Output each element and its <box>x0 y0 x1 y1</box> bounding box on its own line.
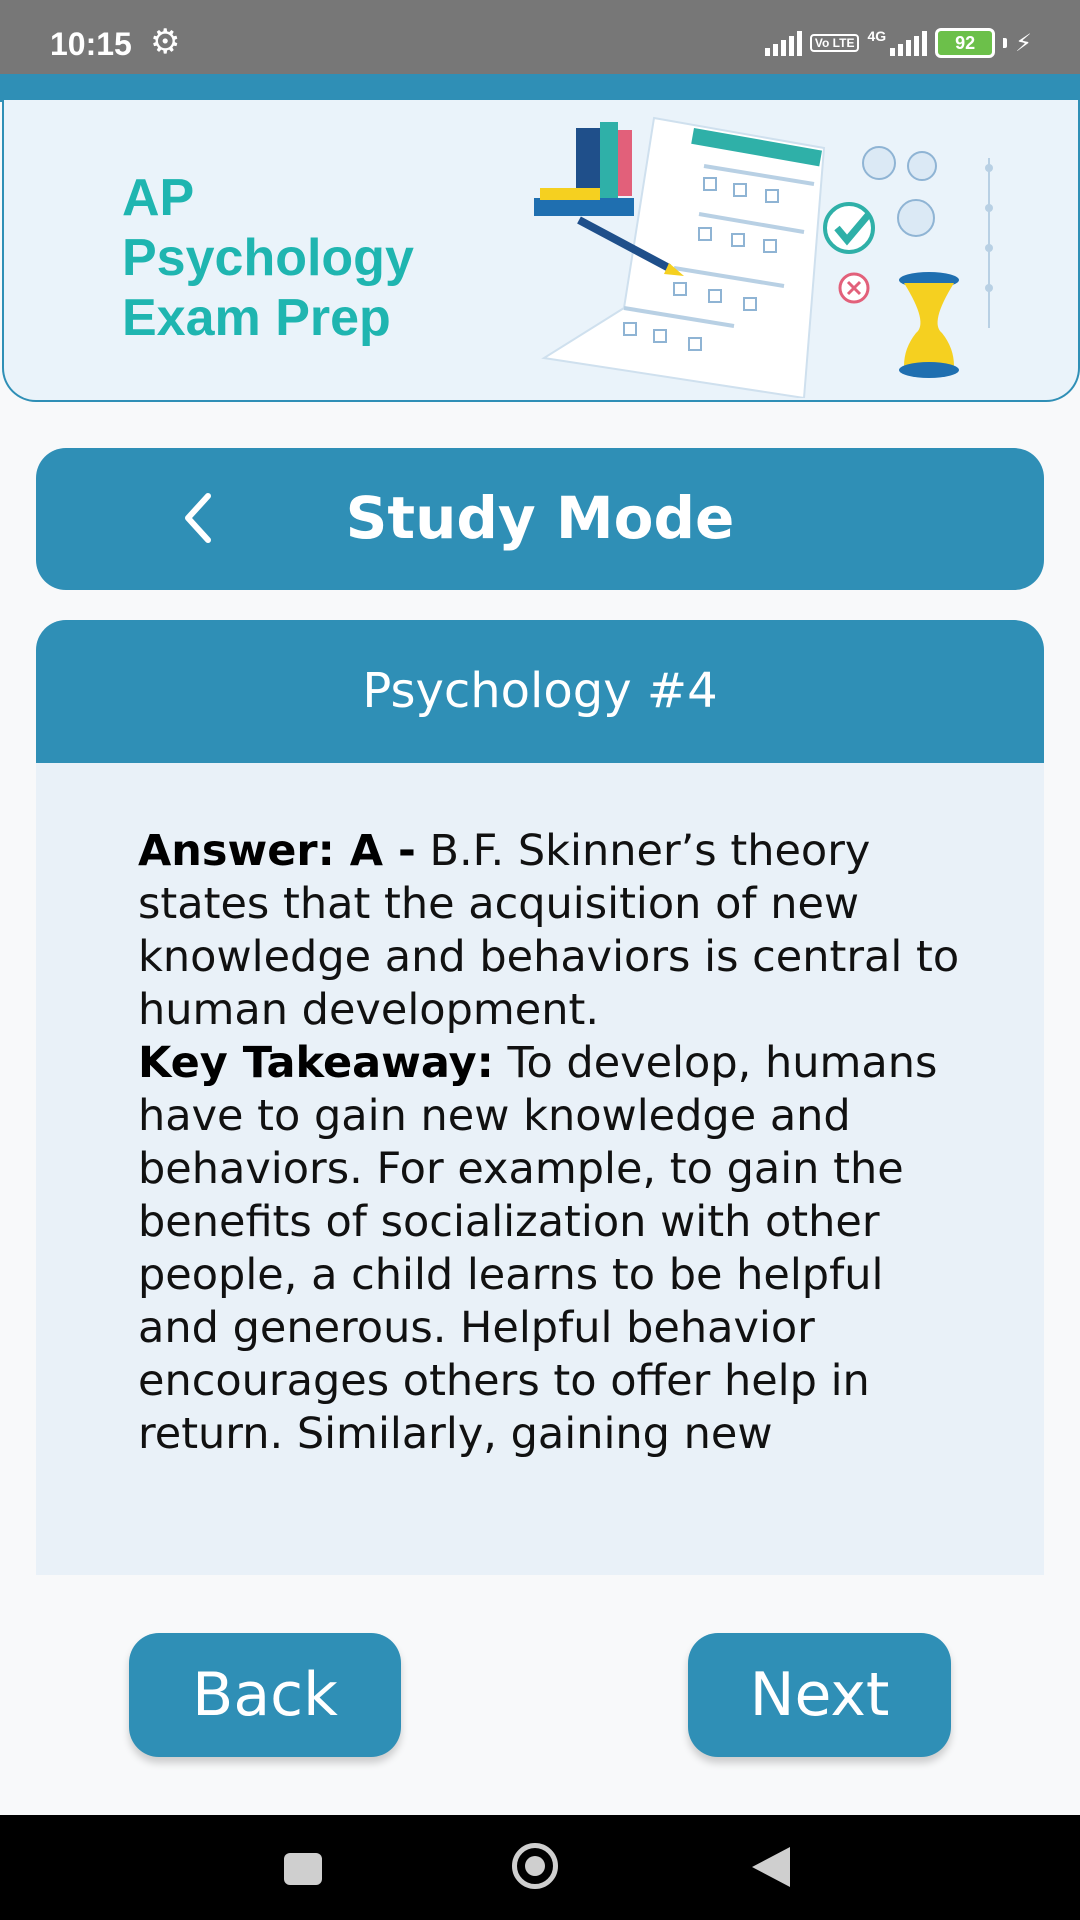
study-card <box>36 620 1044 1575</box>
status-time: 10:15 <box>50 26 132 62</box>
card-content <box>138 825 968 1461</box>
header-stripe <box>0 74 1080 102</box>
signal-icon <box>890 30 927 56</box>
battery-tip <box>1003 38 1007 48</box>
circle-icon[interactable] <box>512 1843 558 1889</box>
signal-icon <box>765 30 802 56</box>
takeaway-label: Key Takeaway: <box>138 1038 494 1088</box>
battery-icon <box>935 28 995 58</box>
volte-badge: Vo LTE <box>810 34 860 52</box>
banner-title-line: AP <box>122 169 195 227</box>
answer-label: Answer: A - <box>138 826 416 876</box>
status-bar <box>0 0 1080 74</box>
app-banner <box>2 100 1080 402</box>
next-button[interactable]: Next <box>688 1633 951 1757</box>
square-icon[interactable] <box>284 1853 322 1885</box>
study-mode-header <box>36 448 1044 590</box>
banner-title-line: Exam Prep <box>122 289 391 347</box>
network-type: 4G <box>867 28 887 44</box>
system-nav-bar <box>0 1815 1080 1920</box>
answer-paragraph <box>138 825 968 1037</box>
takeaway-text: To develop, humans have to gain new knowledge and behaviors. For example, to gain the benefits of socialization with other people, a child learns to be helpful and generous. Helpful behavior encourages others to offer help in return. Similarly, gaining new <box>138 1038 938 1459</box>
exam-illustration <box>504 108 1004 398</box>
status-indicators <box>765 28 1032 58</box>
triangle-back-icon[interactable] <box>752 1847 790 1887</box>
battery-level: 92 <box>955 33 976 53</box>
charging-icon: ⚡ <box>1015 29 1032 57</box>
answer-text: B.F. Skinner’s theory states that the acquisition of new knowledge and behaviors is central to human development. <box>138 826 960 1035</box>
card-title: Psychology #4 <box>36 620 1044 763</box>
page-title: Study Mode <box>345 484 735 552</box>
banner-title-line: Psychology <box>122 229 414 287</box>
banner-title <box>122 168 414 348</box>
back-button[interactable]: Back <box>129 1633 401 1757</box>
takeaway-paragraph <box>138 1037 968 1461</box>
gear-icon: ⚙ <box>150 22 181 62</box>
